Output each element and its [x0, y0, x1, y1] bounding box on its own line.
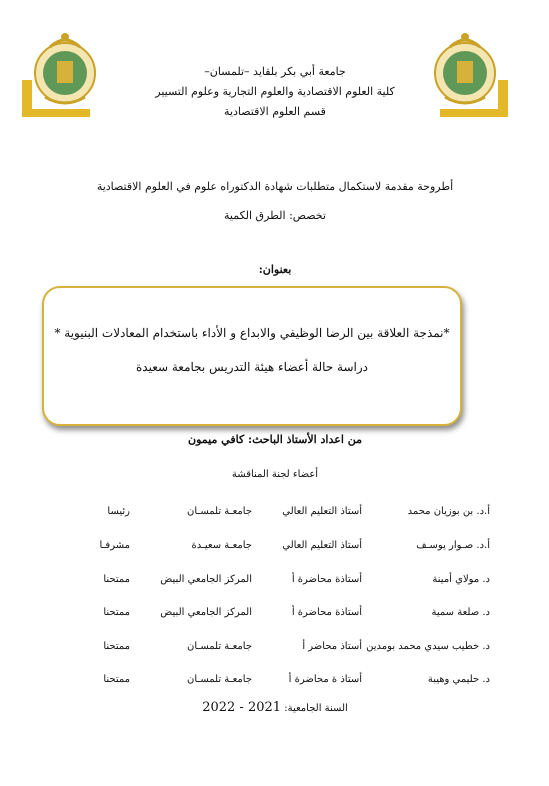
- member-name: د. مولاي أمينة: [432, 574, 490, 585]
- university-logo-left: [20, 25, 120, 120]
- member-institution: جامعـة سعيـدة: [191, 540, 252, 551]
- academic-year: [60, 700, 490, 715]
- member-institution: جامعـة تلمسـان: [187, 641, 252, 652]
- member-name: د. خطيب سيدي محمد بومدين: [366, 641, 490, 652]
- member-rank: أستاذة محاضرة أ: [291, 574, 362, 585]
- member-institution: المركز الجامعي البيض: [160, 574, 252, 585]
- committee-member-row: [50, 506, 490, 524]
- member-institution: المركز الجامعي البيض: [160, 607, 252, 618]
- title-box: [42, 286, 462, 426]
- committee-title: أعضاء لجنة المناقشة: [231, 469, 319, 480]
- academic-year-value: 2021 - 2022: [202, 700, 282, 715]
- university-name: جامعة أبي بكر بلقايد –تلمسان–: [204, 65, 346, 78]
- thesis-title: *نمذجة العلاقة بين الرضا الوظيفي والابداع و الأداء باستخدام المعادلات البنيوية *: [54, 326, 450, 340]
- member-rank: أستاذة محاضرة أ: [291, 607, 362, 618]
- committee-member-row: [50, 540, 490, 558]
- institution-header: [140, 62, 410, 122]
- member-name: د. حليمي وهيبة: [427, 674, 490, 685]
- specialization: تخصص: الطرق الكمية: [224, 209, 326, 222]
- committee-member-row: [50, 641, 490, 659]
- member-role: ممتحنا: [103, 641, 130, 652]
- committee-member-row: [50, 574, 490, 592]
- author-line: من اعداد الأستاذ الباحث: كافي ميمون: [188, 433, 362, 446]
- member-institution: جامعـة تلمسـان: [187, 506, 252, 517]
- faculty-name: كلية العلوم الاقتصادية والعلوم التجارية وعلوم التسيير: [155, 85, 395, 98]
- committee-member-row: [50, 607, 490, 625]
- member-name: د. صلعة سمية: [431, 607, 490, 618]
- department-name: قسم العلوم الاقتصادية: [224, 105, 326, 118]
- member-role: ممتحنا: [103, 574, 130, 585]
- university-logo-right: [410, 25, 510, 120]
- member-name: أ.د. بن بوزيان محمد: [407, 506, 490, 517]
- member-institution: جامعـة تلمسـان: [187, 674, 252, 685]
- thesis-subtitle: دراسة حالة أعضاء هيئة التدريس بجامعة سعيدة: [135, 360, 368, 374]
- member-rank: أستاذ التعليم العالي: [282, 540, 362, 551]
- member-rank: أستاذ ة محاضرة أ: [288, 674, 362, 685]
- member-name: أ.د. صـوار يوسـف: [416, 540, 490, 551]
- title-label: بعنوان:: [258, 263, 292, 276]
- member-role: ممتحنا: [103, 674, 130, 685]
- member-role: مشرفـا: [99, 540, 130, 551]
- committee-member-row: [50, 674, 490, 692]
- member-rank: أستاذ التعليم العالي: [282, 506, 362, 517]
- member-rank: أستاذ محاضر أ: [302, 641, 362, 652]
- academic-year-label: السنة الجامعية:: [284, 703, 348, 714]
- member-role: رئيسا: [107, 506, 130, 517]
- thesis-description: أطروحة مقدمة لاستكمال متطلبات شهادة الدكتوراه علوم في العلوم الاقتصادية: [96, 180, 454, 193]
- member-role: ممتحنا: [103, 607, 130, 618]
